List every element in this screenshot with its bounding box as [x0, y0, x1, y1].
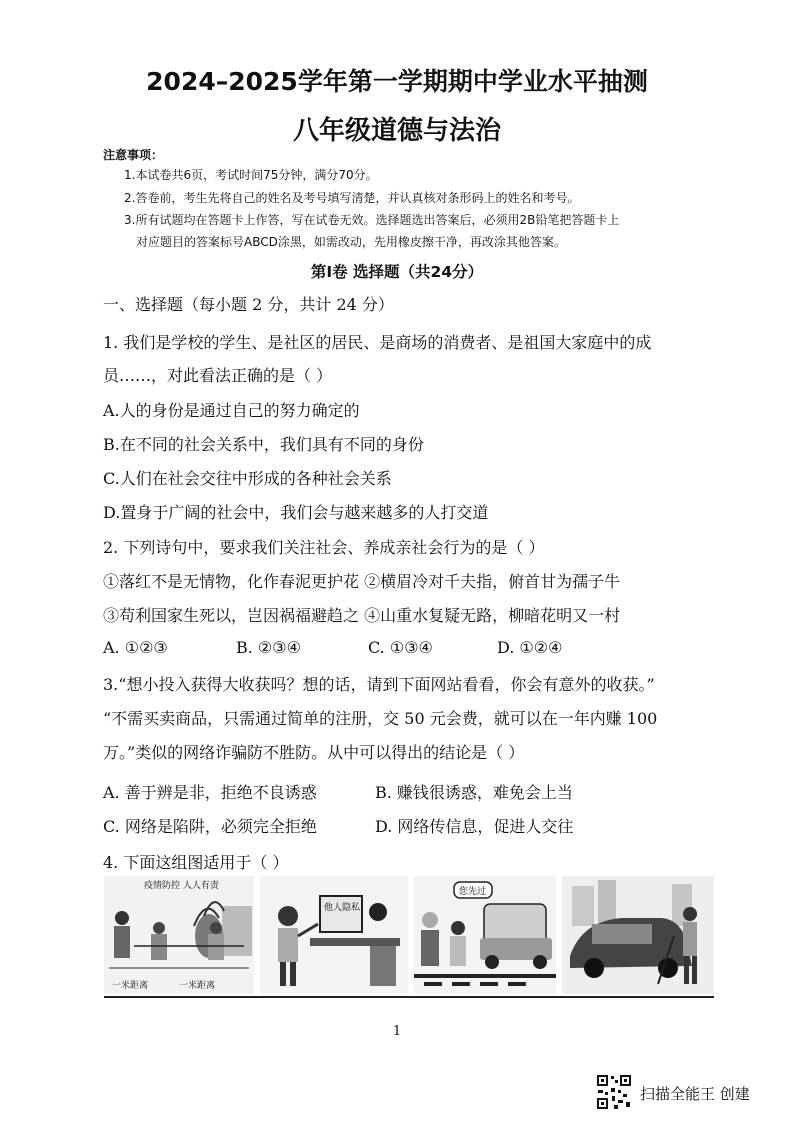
- q4-comic-strip: [104, 876, 714, 998]
- q3-option-a: A. 善于辨是非，拒绝不良诱惑: [103, 783, 317, 802]
- q1-stem-line1: 1. 我们是学校的学生、是社区的居民、是商场的消费者、是祖国大家庭中的成: [103, 333, 652, 352]
- exam-title: 2024–2025学年第一学期期中学业水平抽测: [146, 67, 648, 96]
- scanner-watermark: 扫描全能王 创建: [640, 1085, 750, 1103]
- q1-option-c: C.人们在社会交往中形成的各种社会关系: [103, 469, 392, 488]
- q2-option-d: D. ①②④: [497, 638, 563, 657]
- q1-stem-line2: 员……，对此看法正确的是（ ）: [103, 366, 333, 385]
- panel2-screen-text: 他人隐私: [324, 903, 361, 913]
- panel1-label-right: 一米距离: [179, 981, 216, 991]
- comic-panel-damaged-car: [562, 876, 714, 994]
- part-heading: 一、选择题（每小题 2 分，共计 24 分）: [103, 295, 394, 314]
- qr-code-icon: [596, 1074, 632, 1110]
- q2-option-b: B. ②③④: [236, 638, 301, 657]
- comic-panel-distancing: [104, 876, 254, 994]
- comic-panel-privacy: [260, 876, 408, 994]
- notice-item-3: 3.所有试题均在答题卡上作答，写在试卷无效。选择题选出答案后，必须用2B铅笔把答题卡上: [124, 213, 620, 227]
- exam-subject: 八年级道德与法治: [292, 116, 501, 146]
- panel1-sign-text: 疫情防控 人人有责: [144, 881, 219, 891]
- q3-option-c: C. 网络是陷阱，必须完全拒绝: [103, 817, 317, 836]
- section-title: 第Ⅰ卷 选择题（共24分）: [310, 263, 484, 281]
- q2-option-c: C. ①③④: [368, 638, 433, 657]
- q1-option-b: B.在不同的社会关系中，我们具有不同的身份: [103, 435, 424, 454]
- page-number: 1: [392, 1024, 402, 1039]
- q2-poems-line1: ①落红不是无情物，化作春泥更护花 ②横眉冷对千夫指，俯首甘为孺子牛: [103, 572, 621, 591]
- q4-stem: 4. 下面这组图适用于（ ）: [103, 853, 289, 872]
- notice-item-2: 2.答卷前，考生先将自己的姓名及考号填写清楚，并认真核对条形码上的姓名和考号。: [124, 191, 580, 205]
- q2-stem: 2. 下列诗句中，要求我们关注社会、养成亲社会行为的是（ ）: [103, 538, 545, 557]
- notice-item-1: 1.本试卷共6页，考试时间75分钟，满分70分。: [124, 168, 378, 182]
- notice-heading: 注意事项：: [103, 148, 164, 162]
- notice-item-4: 对应题目的答案标号ABCD涂黑，如需改动，先用橡皮擦干净，再改涂其他答案。: [136, 235, 566, 249]
- q3-stem-line3: 万。”类似的网络诈骗防不胜防。从中可以得出的结论是（ ）: [103, 743, 525, 762]
- panel3-bubble-text: 您先过: [459, 887, 487, 897]
- q2-option-a: A. ①②③: [103, 638, 168, 657]
- q1-option-a: A.人的身份是通过自己的努力确定的: [103, 401, 360, 420]
- q2-poems-line2: ③苟利国家生死以，岂因祸福避趋之 ④山重水复疑无路，柳暗花明又一村: [103, 606, 621, 625]
- q3-stem-line2: “不需买卖商品，只需通过简单的注册，交 50 元会费，就可以在一年内赚 100: [103, 709, 658, 728]
- q3-option-b: B. 赚钱很诱惑，难免会上当: [375, 783, 573, 802]
- q3-stem-line1: 3.“想小投入获得大收获吗？想的话，请到下面网站看看，你会有意外的收获。”: [103, 675, 655, 694]
- q3-option-d: D. 网络传信息，促进人交往: [375, 817, 574, 836]
- comic-panel-crosswalk: [414, 876, 556, 994]
- q1-option-d: D.置身于广阔的社会中，我们会与越来越多的人打交道: [103, 503, 489, 522]
- panel1-label-left: 一米距离: [112, 981, 149, 991]
